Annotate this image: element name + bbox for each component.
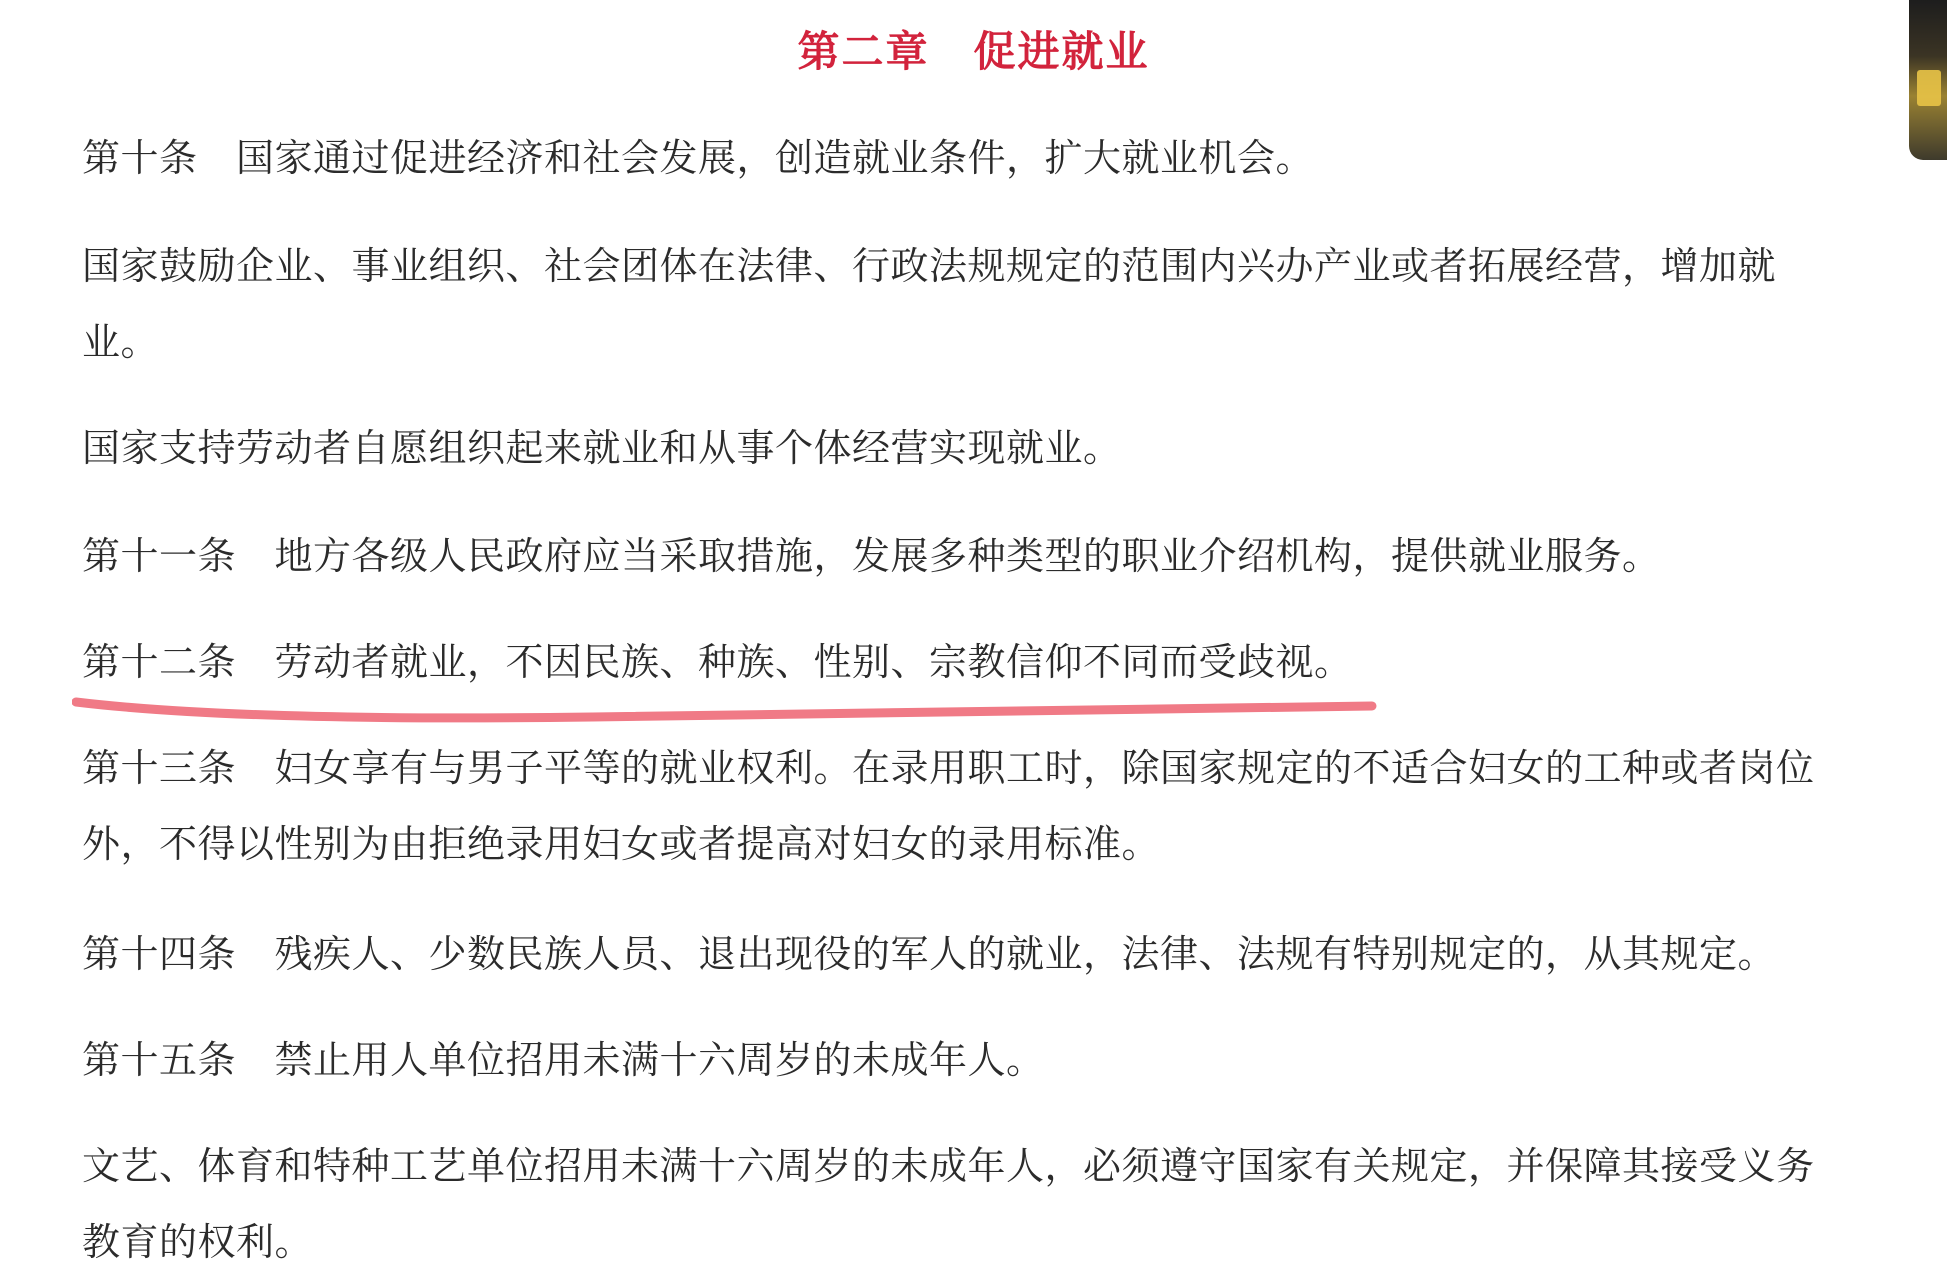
article-13-paragraph: 第十三条 妇女享有与男子平等的就业权利。在录用职工时，除国家规定的不适合妇女的工种或者岗位外，不得以性别为由拒绝录用妇女或者提高对妇女的录用标准。 [82, 746, 1815, 866]
article-15-paragraph-2: 文艺、体育和特种工艺单位招用未满十六周岁的未成年人，必须遵守国家有关规定，并保障其接受义务教育的权利。 [82, 1144, 1815, 1264]
article-10-paragraph-3: 国家支持劳动者自愿组织起来就业和从事个体经营实现就业。 [82, 426, 1122, 470]
article-10-paragraph: 第十条 国家通过促进经济和社会发展，创造就业条件，扩大就业机会。 [82, 136, 1315, 180]
article-12-paragraph: 第十二条 劳动者就业，不因民族、种族、性别、宗教信仰不同而受歧视。 [82, 640, 1353, 684]
article-14-paragraph: 第十四条 残疾人、少数民族人员、退出现役的军人的就业，法律、法规有特别规定的，从其规定。 [82, 932, 1777, 976]
chapter-title: 第二章 促进就业 [797, 27, 1150, 76]
thumbnail-highlight [1917, 70, 1941, 106]
side-thumbnail-image [1909, 0, 1947, 160]
article-11-paragraph: 第十一条 地方各级人民政府应当采取措施，发展多种类型的职业介绍机构，提供就业服务。 [82, 534, 1661, 578]
article-10-paragraph-2: 国家鼓励企业、事业组织、社会团体在法律、行政法规规定的范围内兴办产业或者拓展经营，增加就业。 [82, 244, 1777, 364]
article-15-paragraph: 第十五条 禁止用人单位招用未满十六周岁的未成年人。 [82, 1038, 1045, 1082]
